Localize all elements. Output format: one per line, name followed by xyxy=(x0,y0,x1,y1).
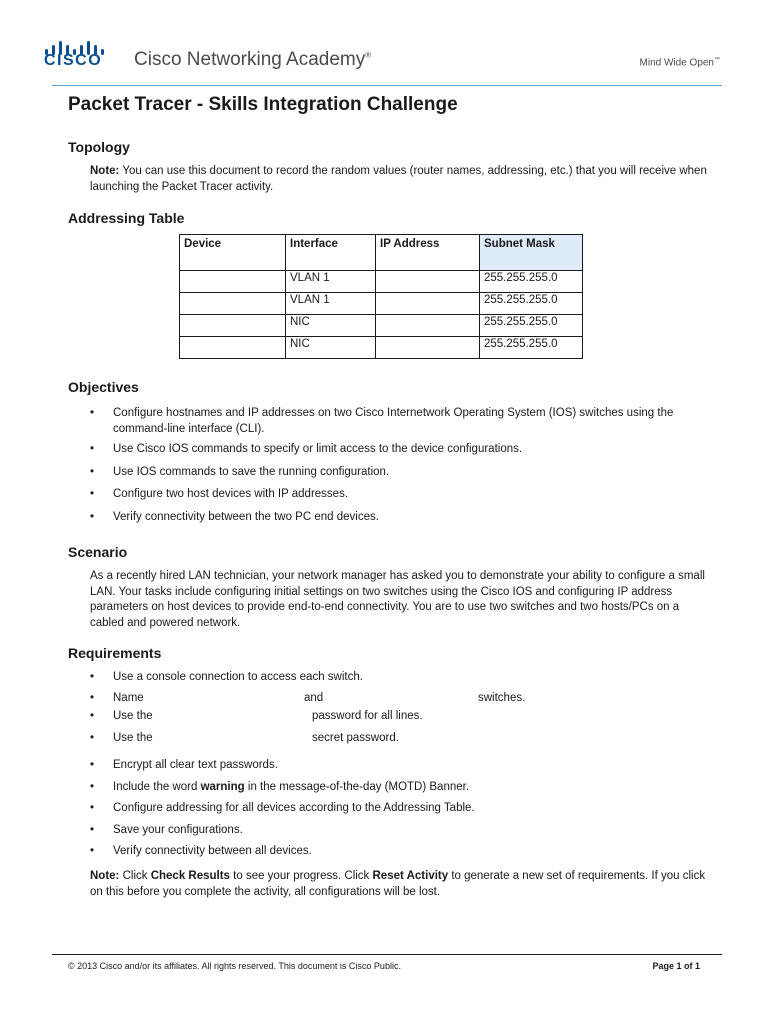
header-divider xyxy=(52,85,722,86)
note-label: Note: xyxy=(90,165,120,177)
device-cell xyxy=(180,271,286,293)
requirements-heading: Requirements xyxy=(68,645,162,661)
bullet-icon: • xyxy=(90,759,95,771)
list-item xyxy=(90,823,710,839)
bullet-icon: • xyxy=(90,465,95,478)
bullet-icon: • xyxy=(90,510,95,523)
banner-pre: Include the word xyxy=(113,780,201,793)
banner-word: warning xyxy=(200,780,245,793)
list-item xyxy=(90,780,710,796)
interface-cell: NIC xyxy=(286,315,376,337)
ip-address-cell xyxy=(376,337,480,359)
list-item-text: Configure addressing for all devices according to the Addressing Table. xyxy=(113,802,475,814)
list-item-text: Use IOS commands to save the running configuration. xyxy=(113,465,390,478)
interface-cell: NIC xyxy=(286,337,376,359)
list-item-text: Use Cisco IOS commands to specify or limit access to the device configurations. xyxy=(113,443,523,455)
ip-address-cell xyxy=(376,293,480,315)
bullet-icon: • xyxy=(90,671,95,683)
registered-mark: ® xyxy=(365,50,372,60)
bullet-icon: • xyxy=(90,692,95,704)
page-header xyxy=(0,0,768,88)
scenario-text: As a recently hired LAN technician, your network manager has asked you to demonstrate your ability to configure a small LAN. Your tasks include configuring initial settings on two switches using the Cisco IOS and configuring IP address parameters on host devices to provide end-to-end connectivity. You are to use two switches and two hosts/PCs on a cabled and powered network. xyxy=(90,570,705,629)
list-item xyxy=(90,510,710,526)
addressing-table xyxy=(179,234,583,359)
list-item-text: Encrypt all clear text passwords. xyxy=(113,759,278,771)
note-text-1: Click xyxy=(119,870,151,882)
table-row xyxy=(180,271,583,293)
column-header-subnet-mask: Subnet Mask xyxy=(480,235,583,271)
bullet-icon: • xyxy=(90,732,95,744)
list-item xyxy=(90,406,710,437)
and-label: and xyxy=(304,692,324,704)
banner-post: in the message-of-the-day (MOTD) Banner. xyxy=(244,780,470,793)
list-item-text: Verify connectivity between the two PC end devices. xyxy=(113,510,379,523)
bullet-icon: • xyxy=(90,802,95,814)
interface-cell: VLAN 1 xyxy=(286,293,376,315)
requirements-note xyxy=(90,869,710,900)
device-cell xyxy=(180,337,286,359)
column-header-device: Device xyxy=(180,235,286,271)
ip-address-cell xyxy=(376,271,480,293)
footer-divider xyxy=(52,954,722,955)
list-item xyxy=(90,465,710,481)
bullet-icon: • xyxy=(90,823,95,836)
bullet-icon: • xyxy=(90,443,95,455)
subnet-mask-cell: 255.255.255.0 xyxy=(480,337,583,359)
interface-cell: VLAN 1 xyxy=(286,271,376,293)
trademark: ™ xyxy=(714,57,720,63)
use-the-label: Use the xyxy=(113,732,153,744)
subnet-mask-cell: 255.255.255.0 xyxy=(480,271,583,293)
subnet-mask-cell: 255.255.255.0 xyxy=(480,315,583,337)
academy-label: Cisco Networking Academy xyxy=(134,49,366,70)
list-item-text: Configure two host devices with IP addresses. xyxy=(113,488,349,500)
scenario-heading: Scenario xyxy=(68,544,128,560)
reset-activity-term: Reset Activity xyxy=(372,870,449,882)
table-header-row xyxy=(180,235,583,271)
bullet-icon: • xyxy=(90,488,95,500)
list-item xyxy=(90,801,710,817)
list-item xyxy=(90,442,710,458)
ip-address-cell xyxy=(376,315,480,337)
addressing-table-heading: Addressing Table xyxy=(68,210,185,226)
tagline xyxy=(640,57,720,68)
list-item xyxy=(90,487,710,503)
tagline-label: Mind Wide Open xyxy=(639,57,714,69)
copyright-text: © 2013 Cisco and/or its affiliates. All rights reserved. This document is Cisco Public. xyxy=(68,961,401,971)
table-row xyxy=(180,315,583,337)
objectives-list xyxy=(90,406,710,525)
list-item xyxy=(90,758,710,774)
check-results-term: Check Results xyxy=(150,870,230,882)
secret-password-label: secret password. xyxy=(312,732,399,744)
use-the-label: Use the xyxy=(113,710,153,722)
name-label: Name xyxy=(113,692,144,704)
note-text-2: to see your progress. Click xyxy=(229,870,373,882)
column-header-ip-address: IP Address xyxy=(376,235,480,271)
cisco-logo-text: CISCO xyxy=(44,52,103,69)
requirements-list-bottom xyxy=(90,758,710,860)
subnet-mask-cell: 255.255.255.0 xyxy=(480,293,583,315)
note-text-3: to generate a new set of requirements. If you click on this before you complete the activity, all configurations will be lost. xyxy=(90,870,706,898)
requirements-list-top xyxy=(90,670,710,686)
page-number: Page 1 of 1 xyxy=(652,961,700,971)
switches-label: switches. xyxy=(478,692,526,704)
list-item-text: Use a console connection to access each switch. xyxy=(113,671,363,683)
list-item xyxy=(90,844,710,860)
table-row xyxy=(180,337,583,359)
list-item-text: Configure hostnames and IP addresses on two Cisco Internetwork Operating System (IOS) switches using the command-line interface (CLI). xyxy=(113,407,674,435)
list-item-text: Save your configurations. xyxy=(113,823,243,836)
document-title: Packet Tracer - Skills Integration Challenge xyxy=(68,94,458,115)
objectives-heading: Objectives xyxy=(68,379,139,395)
lines-password-label: password for all lines. xyxy=(312,710,423,722)
note-text: You can use this document to record the random values (router names, addressing, etc.) that you will receive when launching the Packet Tracer activity. xyxy=(90,165,707,193)
bullet-icon: • xyxy=(90,780,95,793)
bullet-icon: • xyxy=(90,710,95,722)
list-item xyxy=(90,670,710,686)
device-cell xyxy=(180,315,286,337)
column-header-interface: Interface xyxy=(286,235,376,271)
academy-name xyxy=(134,49,371,71)
note-label: Note: xyxy=(90,870,120,882)
bullet-icon: • xyxy=(90,407,95,419)
device-cell xyxy=(180,293,286,315)
list-item-text: Verify connectivity between all devices. xyxy=(113,845,312,857)
table-row xyxy=(180,293,583,315)
topology-heading: Topology xyxy=(68,139,130,155)
topology-note xyxy=(90,164,710,195)
bullet-icon: • xyxy=(90,845,95,857)
